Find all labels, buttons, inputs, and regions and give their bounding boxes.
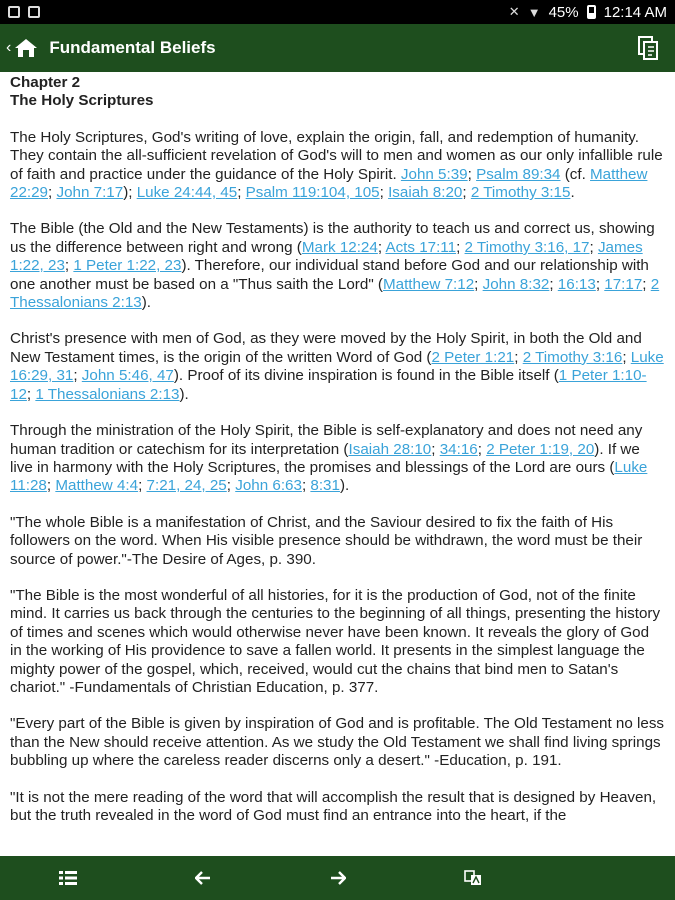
paragraph-text: ; — [456, 238, 465, 256]
table-of-contents-button[interactable] — [56, 866, 80, 890]
paragraph-text: ; — [622, 348, 631, 366]
paragraph-text: Through the ministration of the Holy Spirit, the Bible is self-explanatory and does not need any human tradition or catechism for its interpretation ( — [10, 422, 643, 458]
next-button[interactable] — [326, 866, 350, 890]
paragraph-text: (cf. — [560, 165, 591, 183]
app-toolbar — [0, 24, 675, 72]
paragraph-text: ). — [339, 477, 350, 495]
scripture-reference-link[interactable]: Psalm 119:104, 105 — [245, 184, 380, 202]
home-icon[interactable] — [13, 37, 39, 59]
paragraph-text: ; — [237, 184, 246, 202]
scripture-reference-link[interactable]: Mark 12:24 — [301, 238, 378, 256]
paragraph-text: ). — [179, 385, 189, 403]
paragraph-text: ; — [138, 477, 147, 495]
paragraph-text: ). Therefore, our individual stand before God and our relationship with one another must be based on a "Thus saith the Lord" ( — [10, 257, 649, 293]
paragraph-text: ; — [377, 238, 386, 256]
paragraph-text: ; — [642, 275, 651, 293]
paragraph-text: ; — [514, 348, 523, 366]
paragraph — [10, 422, 665, 496]
paragraph-text: ; — [48, 184, 57, 202]
paragraph-text: Christ's presence with men of God, as they were moved by the Holy Spirit, in both the Old and New Testament times, is the origin of the written Word of God ( — [10, 330, 642, 366]
status-bar — [0, 0, 675, 24]
scripture-reference-link[interactable]: John 7:17 — [56, 184, 124, 202]
wifi-icon: ▼ — [527, 4, 541, 20]
arrow-left-icon — [195, 871, 211, 885]
paragraph-text: ); — [123, 184, 137, 202]
paragraph-text: ; — [549, 275, 558, 293]
scripture-reference-link[interactable]: John 8:32 — [482, 275, 550, 293]
scripture-reference-link[interactable]: 2 Peter 1:21 — [431, 348, 515, 366]
page-title: Fundamental Beliefs — [49, 38, 216, 57]
paragraph — [10, 220, 665, 312]
paragraph — [10, 129, 665, 203]
scripture-reference-link[interactable]: Matthew 22:29 — [10, 165, 648, 202]
paragraph — [10, 715, 665, 770]
paragraph — [10, 514, 665, 569]
scripture-reference-link[interactable]: 2 Peter 1:19, 20 — [486, 440, 595, 458]
paragraph-text: ; — [467, 165, 477, 183]
scripture-reference-link[interactable]: 1 Peter 1:10-12 — [10, 367, 647, 403]
language-button[interactable] — [461, 866, 485, 890]
scripture-reference-link[interactable]: James 1:22, 23 — [10, 238, 643, 275]
scripture-reference-link[interactable]: 1 Peter 1:22, 23 — [73, 257, 182, 275]
battery-percent: 45% — [548, 3, 579, 21]
translate-icon — [464, 870, 482, 886]
scripture-reference-link[interactable]: 34:16 — [439, 440, 478, 458]
paragraph-text: ; — [46, 477, 56, 495]
scripture-reference-link[interactable]: 2 Timothy 3:16 — [522, 348, 623, 366]
arrow-right-icon — [330, 871, 346, 885]
paragraph-text: "The Bible is the most wonderful of all histories, for it is the production of God, not of the finite mind. It carries us back through the centuries to the beginning of all things, presenting the history of times and scenes which would otherwise never have been known. It reveals the glory of God in the working of His providence to save a fallen world. It presents in the simplest language the mighty power of the gospel, which, received, would cut the chains that bind men to Satan's chariot." -Fundamentals of Christian Education, p. 377. — [10, 586, 661, 696]
scripture-reference-link[interactable]: 2 Timothy 3:15 — [470, 184, 571, 202]
paragraph-text: ; — [301, 477, 311, 495]
paragraph-text: . — [570, 184, 575, 202]
scripture-reference-link[interactable]: Isaiah 8:20 — [388, 184, 463, 202]
back-chevron-icon[interactable]: ‹ — [6, 39, 12, 56]
paragraph-text: ; — [26, 385, 36, 403]
paragraph-text: ; — [474, 275, 483, 293]
scripture-reference-link[interactable]: John 6:63 — [235, 477, 302, 495]
previous-button[interactable] — [191, 866, 215, 890]
list-icon — [59, 870, 77, 886]
scripture-reference-link[interactable]: 2 Timothy 3:16, 17 — [464, 238, 590, 256]
gallery-notification-icon — [8, 6, 20, 18]
scripture-reference-link[interactable]: 7:21, 24, 25 — [146, 477, 227, 495]
paragraph — [10, 330, 665, 404]
scripture-reference-link[interactable]: Acts 17:11 — [385, 238, 457, 256]
scripture-reference-link[interactable]: 2 Thessalonians 2:13 — [10, 275, 660, 312]
paragraph-text: "Every part of the Bible is given by inspiration of God and is profitable. The Old Testament no less than the New should receive attention. As we study the Old Testament we shall find living springs bubbling up where the careless reader discerns only a desert." -Education, p. 191. — [10, 715, 665, 770]
paragraph-text: ; — [462, 184, 471, 202]
paragraph-text: "It is not the mere reading of the word that will accomplish the result that is designed by Heaven, but the truth revealed in the word of God must find an entrance into the heart, if the — [10, 788, 657, 824]
scripture-reference-link[interactable]: Psalm 89:34 — [476, 165, 561, 183]
scripture-reference-link[interactable]: 16:13 — [557, 275, 596, 293]
paragraph-text: ; — [477, 440, 487, 458]
scripture-reference-link[interactable]: Isaiah 28:10 — [348, 440, 432, 458]
paragraph-text: ; — [226, 477, 236, 495]
paragraph-text: ; — [73, 367, 82, 385]
document-icon[interactable] — [637, 36, 659, 60]
scripture-reference-link[interactable]: Luke 16:29, 31 — [10, 348, 664, 385]
scripture-reference-link[interactable]: Matthew 4:4 — [55, 477, 139, 495]
scripture-reference-link[interactable]: 17:17 — [604, 275, 643, 293]
chapter-content — [10, 74, 665, 856]
scripture-reference-link[interactable]: 1 Thessalonians 2:13 — [35, 385, 180, 403]
paragraph-text: ). If we live in harmony with the Holy Scriptures, the promises and blessings of the Lord are ours ( — [10, 440, 640, 476]
paragraph-text: ; — [589, 238, 598, 256]
storage-notification-icon — [28, 6, 40, 18]
paragraph-text: The Holy Scriptures, God's writing of love, explain the origin, fall, and redemption of humanity. They contain the all-sufficient revelation of God's will to men and women as our only infallible rule of faith and practice under the guidance of the Holy Spirit. — [10, 128, 663, 183]
scripture-reference-link[interactable]: John 5:39 — [400, 165, 468, 183]
scripture-reference-link[interactable]: Matthew 7:12 — [382, 275, 475, 293]
scripture-reference-link[interactable]: 8:31 — [310, 477, 340, 495]
battery-icon — [587, 5, 596, 19]
paragraph-text: ). Proof of its divine inspiration is found in the Bible itself ( — [173, 367, 559, 385]
chapter-heading: Chapter 2 — [10, 74, 81, 91]
paragraph-text: ). — [141, 294, 151, 312]
bottom-nav-bar — [0, 856, 675, 900]
paragraph-text: "The whole Bible is a manifestation of Christ, and the Saviour desired to fix the faith of His followers on the word. When His visible presence should be withdrawn, the word must be their source of power."-The Desire of Ages, p. 390. — [10, 513, 643, 568]
clock: 12:14 AM — [603, 3, 667, 21]
mute-icon: ✕ — [508, 4, 520, 19]
paragraph — [10, 587, 665, 697]
scripture-reference-link[interactable]: John 5:46, 47 — [81, 367, 174, 385]
paragraph-text: ; — [595, 275, 605, 293]
paragraph — [10, 789, 665, 826]
paragraph-list — [10, 129, 665, 826]
paragraph-text: The Bible (the Old and the New Testaments) is the authority to teach us and correct us, showing us the difference between right and wrong ( — [10, 220, 655, 256]
chapter-title: The Holy Scriptures — [10, 92, 154, 110]
paragraph-text: ; — [379, 184, 389, 202]
paragraph-text: ; — [64, 257, 74, 275]
scripture-reference-link[interactable]: Luke 24:44, 45 — [136, 184, 238, 202]
paragraph-text: ; — [431, 440, 440, 458]
scripture-reference-link[interactable]: Luke 11:28 — [10, 458, 648, 495]
